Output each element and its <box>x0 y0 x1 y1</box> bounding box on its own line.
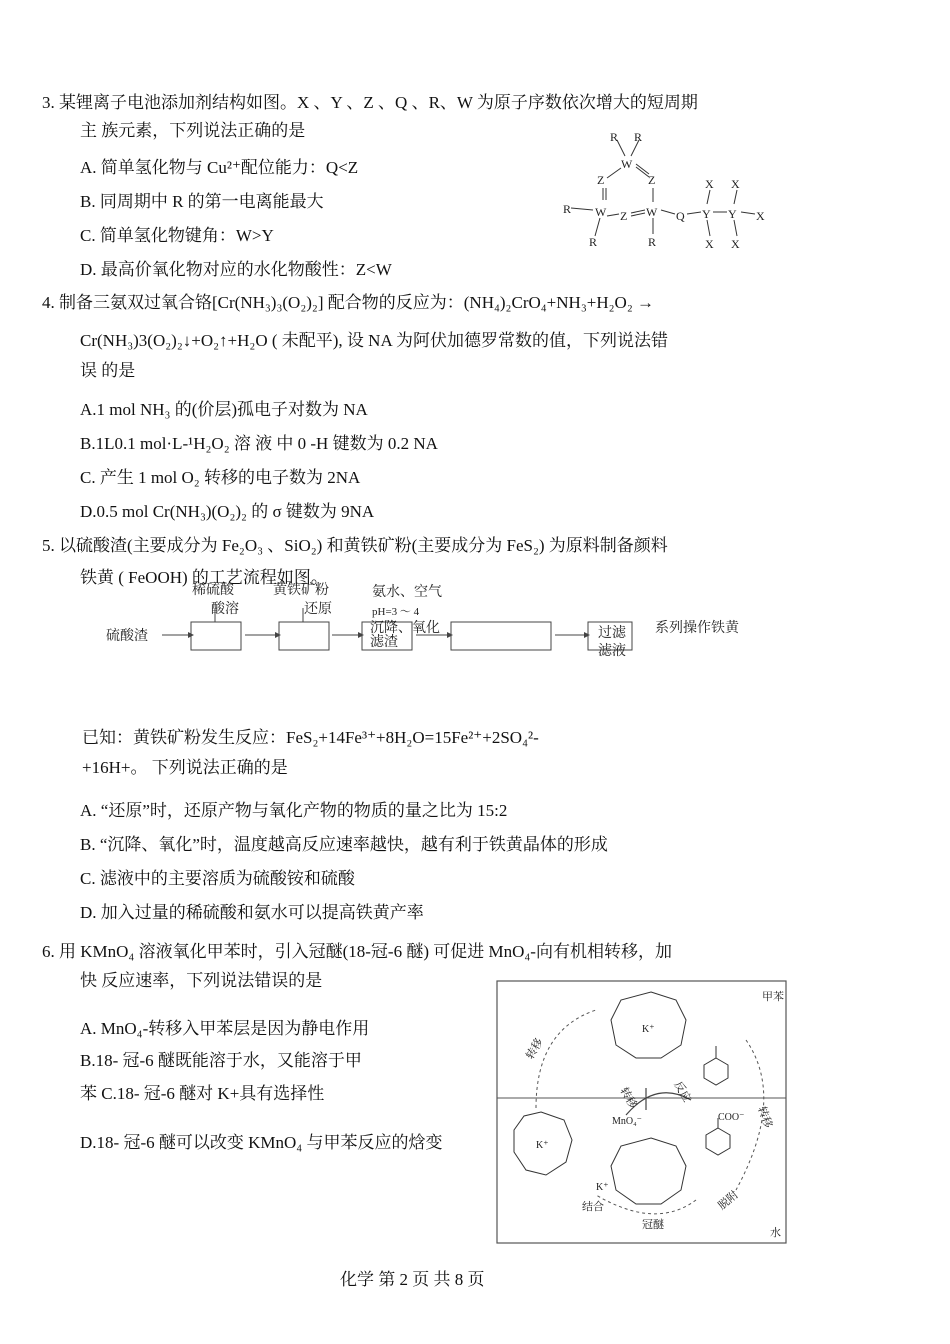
q6-option-b-cont-c: 苯 C.18- 冠-6 醚对 K+具有选择性 <box>80 1084 325 1103</box>
q6-crown-ether-figure <box>496 980 788 1245</box>
q4-option-d: D.0.5 mol Cr(NH₃)(O₂)₂ 的 σ 键数为 9NA <box>80 502 375 521</box>
atom-z: Z <box>597 173 605 187</box>
k-ion-label: K⁺ <box>642 1024 655 1035</box>
q3-stem-line2: 主 族元素，下列说法正确的是 <box>80 121 306 140</box>
q5-option-b: B. “沉降、氧化”时，温度越高反应速率越快，越有利于铁黄晶体的形成 <box>80 835 608 854</box>
k-ion-label-left: K⁺ <box>536 1140 549 1151</box>
atom-q: Q <box>676 209 685 223</box>
label-toluene-phase: 甲苯 <box>762 991 784 1003</box>
atom-r: R <box>610 130 619 144</box>
flow-label-pyrite: 黄铁矿粉 <box>273 583 329 598</box>
flow-label-ammonia-air: 氨水、空气 <box>372 585 442 600</box>
flow-label-settle-oxidize: 沉降、氧化 <box>370 621 440 636</box>
q6-option-a: A. MnO₄-转移入甲苯层是因为静电作用 <box>80 1019 370 1038</box>
flow-box-filtrate: 滤液 <box>598 644 626 659</box>
atom-w: W <box>595 205 607 219</box>
label-water-phase: 水 <box>770 1227 781 1239</box>
arrow-transfer-1: 转移 <box>524 1036 546 1062</box>
atom-w: W <box>621 157 633 171</box>
carboxylate-label: COO⁻ <box>718 1112 745 1123</box>
flow-end: 系列操作铁黄 <box>655 621 739 636</box>
atom-y: Y <box>702 207 711 221</box>
q4-stem-line2: Cr(NH₃)3(O₂)₂↓+O₂↑+H₂O ( 未配平), 设 NA 为阿伏加德罗常数的值，下列说法错 <box>80 331 669 350</box>
page-footer: 化学 第 2 页 共 8 页 <box>340 1270 485 1289</box>
atom-r: R <box>634 130 643 144</box>
arrow-transfer-3: 转移 <box>755 1104 774 1130</box>
q4-option-a: A.1 mol NH₃ 的(价层)孤电子对数为 NA <box>80 400 368 419</box>
q4-option-b: B.1L0.1 mol·L-¹H₂O₂ 溶 液 中 0 -H 键数为 0.2 NA <box>80 434 438 453</box>
q4-stem-line3: 误 的是 <box>80 361 136 380</box>
q5-stem-line1: 5. 以硫酸渣(主要成分为 Fe₂O₃ 、SiO₂) 和黄铁矿粉(主要成分为 FeS₂) 为原料制备颜料 <box>42 536 668 555</box>
atom-x: X <box>731 237 740 251</box>
q3-stem-line1: 3. 某锂离子电池添加剂结构如图。X 、Y 、Z 、Q 、R、W 为原子序数依次增大的短周期 <box>42 93 698 112</box>
flow-label-ph: pH=3 ～ 4 <box>372 606 420 618</box>
arrow-transfer-2: 转移 <box>617 1085 639 1111</box>
arrow-react: 反应 <box>671 1079 693 1105</box>
atom-y: Y <box>728 207 737 221</box>
q3-option-c: C. 简单氢化物键角：W>Y <box>80 226 274 245</box>
atom-r: R <box>589 235 598 249</box>
flow-label-reduce: 还原 <box>304 602 332 617</box>
q6-stem-line1: 6. 用 KMnO₄ 溶液氧化甲苯时，引入冠醚(18-冠-6 醚) 可促进 MnO₄-向有机相转移，加 <box>42 942 672 961</box>
q6-option-d: D.18- 冠-6 醚可以改变 KMnO₄ 与甲苯反应的焓变 <box>80 1133 443 1152</box>
q5-known-line1: 已知：黄铁矿粉发生反应：FeS₂+14Fe³⁺+8H₂O=15Fe²⁺+2SO₄²- <box>82 728 539 747</box>
q3-structure-diagram <box>555 126 780 256</box>
flow-label-dissolve: 酸溶 <box>211 602 239 617</box>
atom-x: X <box>705 237 714 251</box>
q4-option-c: C. 产生 1 mol O₂ 转移的电子数为 2NA <box>80 468 361 487</box>
flow-start: 硫酸渣 <box>106 629 148 644</box>
q5-process-flowchart <box>100 580 800 680</box>
k-ion-free: K⁺ <box>596 1182 609 1193</box>
atom-x: X <box>705 177 714 191</box>
arrow-bind: 结合 <box>582 1201 604 1213</box>
atom-x: X <box>756 209 765 223</box>
q5-stem-line2: 铁黄 ( FeOOH) 的工艺流程如图。 <box>80 568 328 587</box>
flow-label-dilute-acid: 稀硫酸 <box>192 583 234 598</box>
flow-box-filter-2: 过滤 <box>598 626 626 641</box>
q6-stem-line2: 快 反应速率，下列说法错误的是 <box>80 971 323 990</box>
permanganate-label: MnO₄⁻ <box>612 1116 642 1127</box>
atom-r: R <box>648 235 657 249</box>
q4-stem-line1: 4. 制备三氨双过氧合铬[Cr(NH₃)₃(O₂)₂] 配合物的反应为：(NH₄)₂CrO₄+NH₃+H₂O₂ → <box>42 293 654 312</box>
q5-option-a: A. “还原”时，还原产物与氧化产物的物质的量之比为 15:2 <box>80 801 508 820</box>
label-crown-ether: 冠醚 <box>642 1219 664 1231</box>
flow-box-filter: 滤渣 <box>370 635 398 650</box>
atom-z: Z <box>648 173 656 187</box>
arrow-desorb: 脱附 <box>716 1188 741 1213</box>
q6-option-b: B.18- 冠-6 醚既能溶于水，又能溶于甲 <box>80 1051 362 1070</box>
q3-option-d: D. 最高价氧化物对应的水化物酸性：Z<W <box>80 260 392 279</box>
atom-r: R <box>563 202 572 216</box>
q3-option-b: B. 同周期中 R 的第一电离能最大 <box>80 192 324 211</box>
atom-z: Z <box>620 209 628 223</box>
q5-known-line2: +16H+。 下列说法正确的是 <box>82 758 288 777</box>
atom-x: X <box>731 177 740 191</box>
q3-option-a: A. 简单氢化物与 Cu²⁺配位能力：Q<Z <box>80 158 359 177</box>
q5-option-d: D. 加入过量的稀硫酸和氨水可以提高铁黄产率 <box>80 903 424 922</box>
atom-w: W <box>646 205 658 219</box>
q5-option-c: C. 滤液中的主要溶质为硫酸铵和硫酸 <box>80 869 355 888</box>
